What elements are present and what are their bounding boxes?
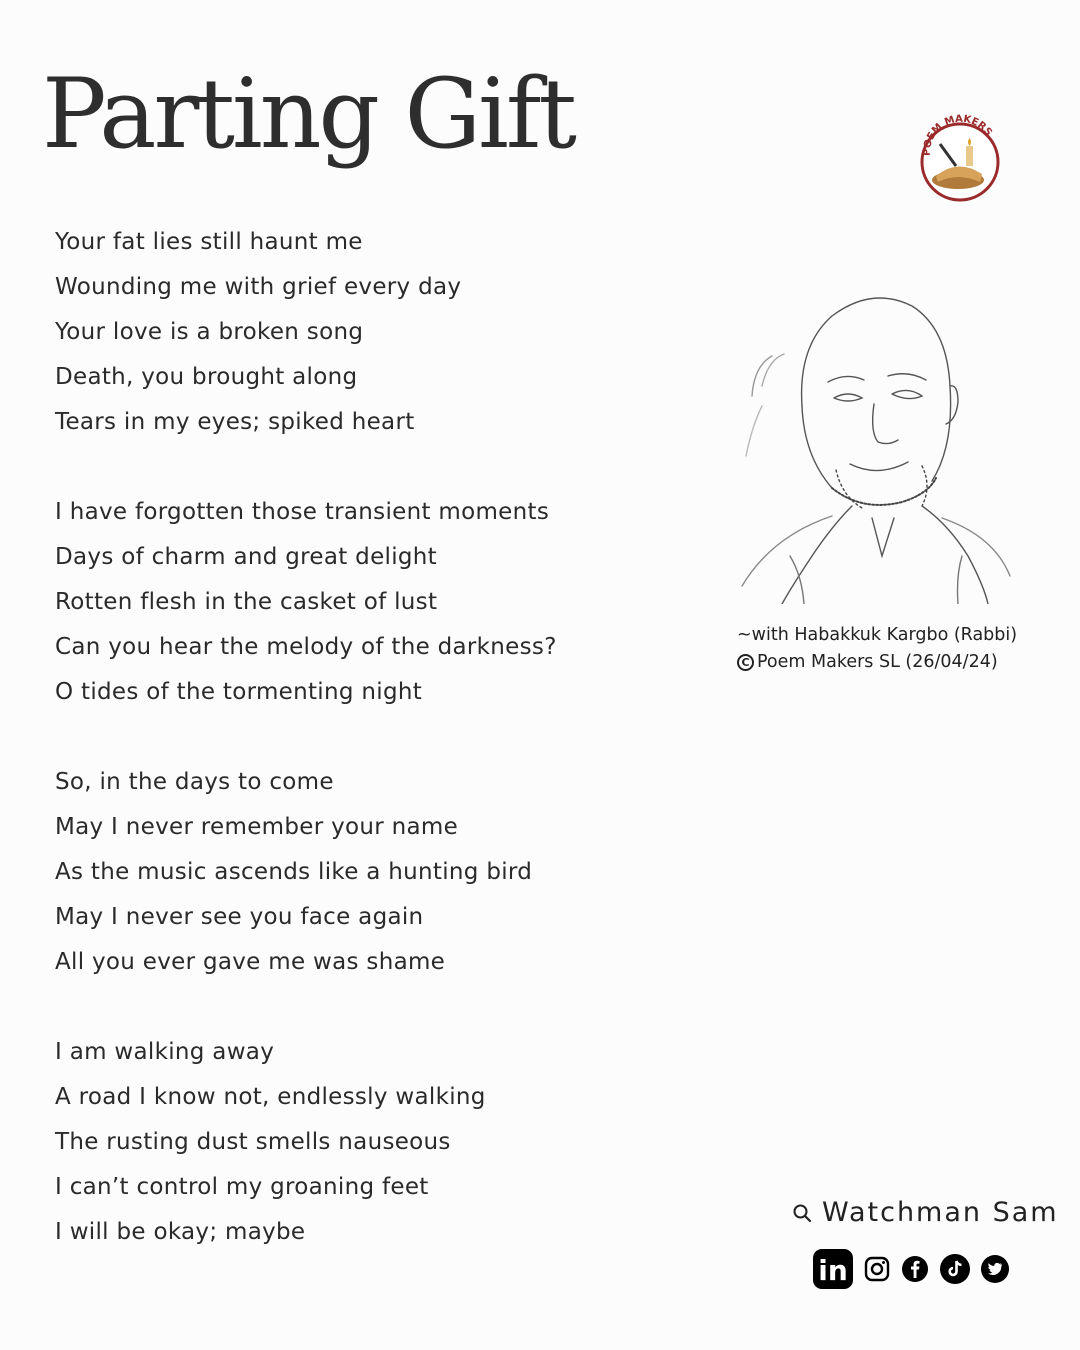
poem-makers-logo <box>914 110 1006 206</box>
search-icon <box>792 1203 812 1223</box>
poem-line: I will be okay; maybe <box>55 1219 306 1245</box>
poem-line: Days of charm and great delight <box>55 544 438 570</box>
credit-block <box>737 622 1017 676</box>
poem-line: Your fat lies still haunt me <box>55 229 363 255</box>
linkedin-icon[interactable] <box>812 1248 854 1290</box>
poem-line: May I never see you face again <box>55 904 424 930</box>
poem-line: O tides of the tormenting night <box>55 679 423 705</box>
poem-line: Your love is a broken song <box>55 319 364 345</box>
poem-line: I have forgotten those transient moments <box>55 499 550 525</box>
linkedin-text: in <box>818 1254 848 1287</box>
poem-line: Wounding me with grief every day <box>55 274 462 300</box>
stanza <box>55 1030 675 1255</box>
poem-line: I am walking away <box>55 1039 275 1065</box>
facebook-icon[interactable] <box>900 1254 930 1284</box>
tiktok-icon[interactable] <box>939 1253 971 1285</box>
poem-line: Death, you brought along <box>55 364 358 390</box>
poem-line: I can’t control my groaning feet <box>55 1174 429 1200</box>
poem-line: Tears in my eyes; spiked heart <box>55 409 415 435</box>
stanza <box>55 760 675 985</box>
author-name: Watchman Sam <box>822 1197 1059 1228</box>
collaborator-credit: ~with Habakkuk Kargbo (Rabbi) <box>737 625 1018 645</box>
author-portrait-sketch <box>732 256 1012 604</box>
author-signature <box>792 1197 1059 1228</box>
poem-line: Can you hear the melody of the darkness? <box>55 634 557 660</box>
poem-line: May I never remember your name <box>55 814 459 840</box>
poem-line: A road I know not, endlessly walking <box>55 1084 486 1110</box>
poem-title: Parting Gift <box>42 58 574 170</box>
stanza <box>55 490 675 715</box>
twitter-icon[interactable] <box>980 1254 1010 1284</box>
poem-line: As the music ascends like a hunting bird <box>55 859 533 885</box>
poem-body <box>55 220 675 1300</box>
instagram-icon[interactable] <box>863 1255 891 1283</box>
social-links <box>812 1248 1010 1290</box>
stanza <box>55 220 675 445</box>
copyright-icon: C <box>737 654 754 671</box>
poem-line: The rusting dust smells nauseous <box>55 1129 451 1155</box>
poem-line: All you ever gave me was shame <box>55 949 446 975</box>
poem-line: So, in the days to come <box>55 769 334 795</box>
logo-text: POEM MAKERS <box>921 113 994 157</box>
poem-line: Rotten flesh in the casket of lust <box>55 589 438 615</box>
copyright-line <box>737 649 1017 676</box>
copyright-text: Poem Makers SL (26/04/24) <box>757 652 998 672</box>
